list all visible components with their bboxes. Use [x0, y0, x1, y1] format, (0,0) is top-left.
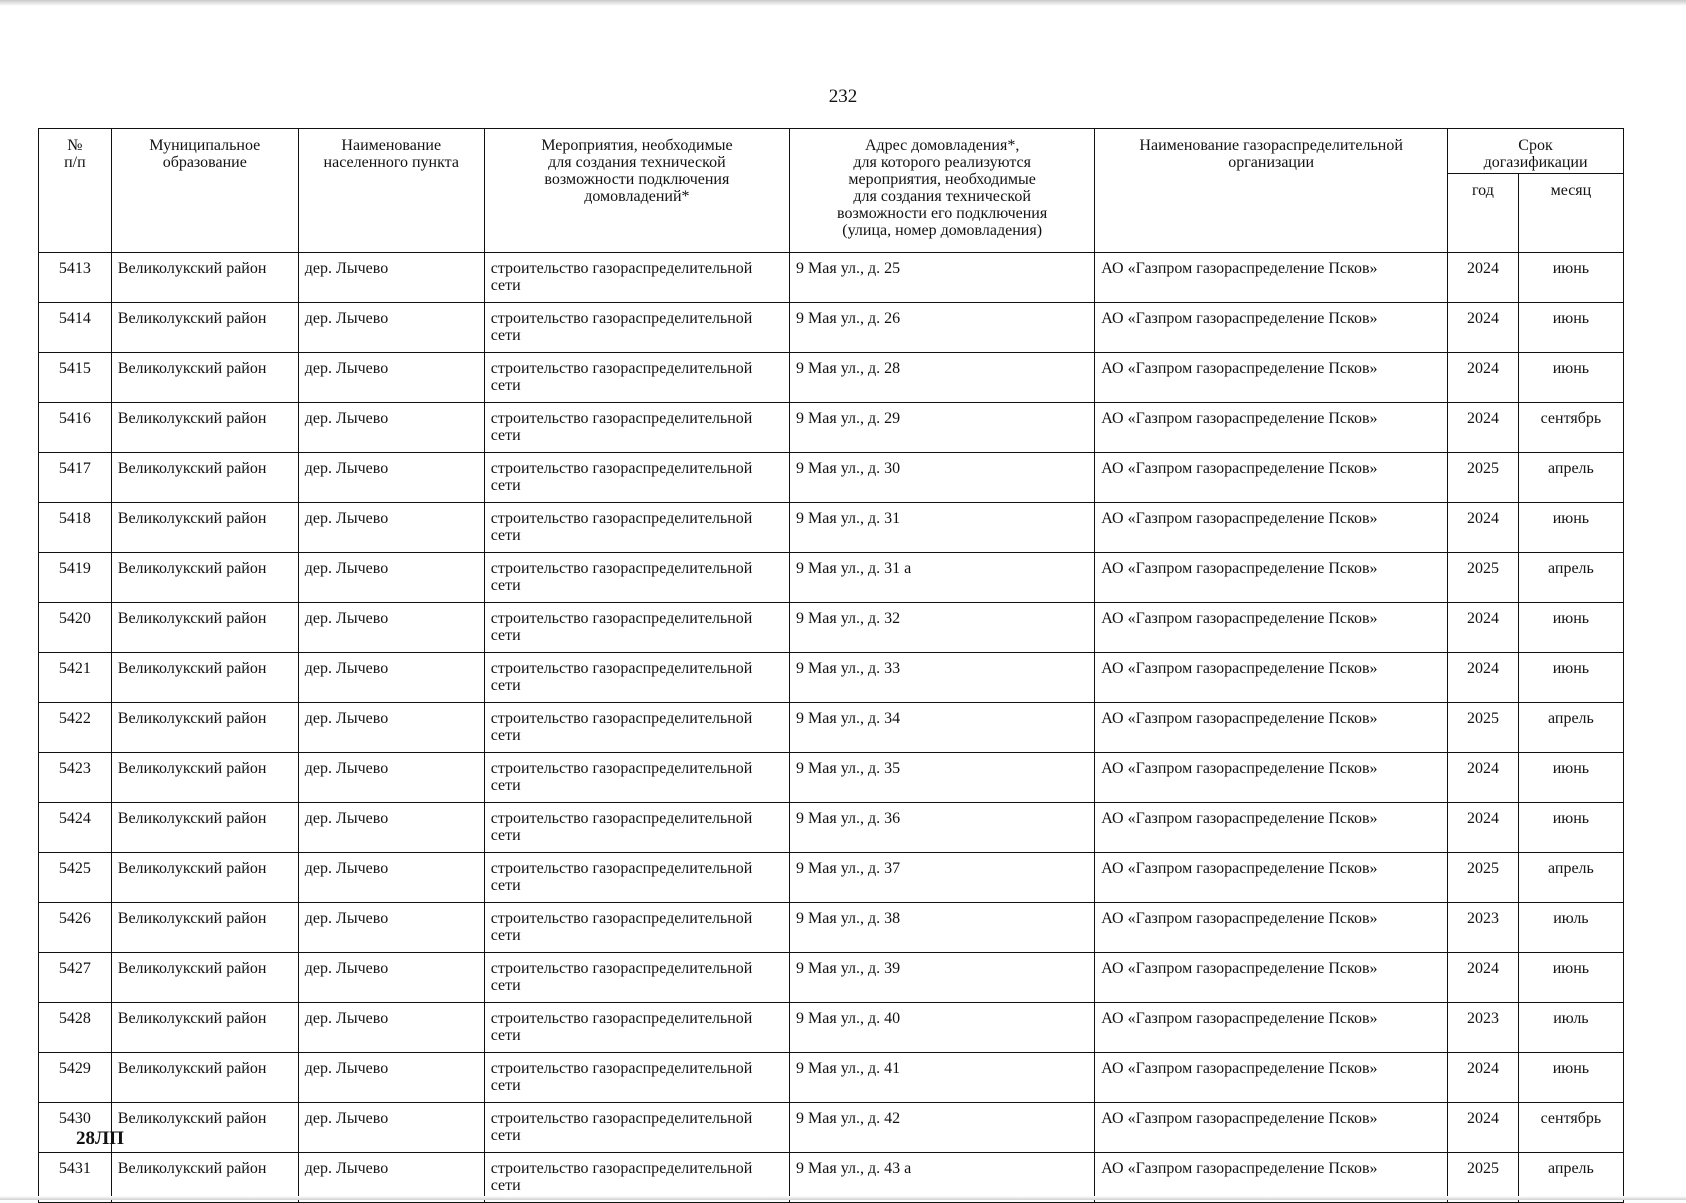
cell-address: 9 Мая ул., д. 30: [790, 453, 1095, 503]
cell-address: 9 Мая ул., д. 35: [790, 753, 1095, 803]
cell-locality: дер. Лычево: [298, 753, 484, 803]
cell-address: 9 Мая ул., д. 32: [790, 603, 1095, 653]
table-row: [39, 453, 1624, 503]
cell-year: 2025: [1448, 853, 1519, 903]
cell-address: 9 Мая ул., д. 28: [790, 353, 1095, 403]
cell-org: АО «Газпром газораспределение Псков»: [1095, 603, 1448, 653]
cell-month: апрель: [1518, 853, 1623, 903]
cell-month: апрель: [1518, 553, 1623, 603]
cell-address: 9 Мая ул., д. 31: [790, 503, 1095, 553]
cell-measures: строительство газораспределительной сети: [484, 253, 789, 303]
cell-month: апрель: [1518, 1153, 1623, 1203]
cell-municipality: Великолукский район: [111, 353, 298, 403]
page-number: 232: [828, 86, 858, 107]
cell-address: 9 Мая ул., д. 25: [790, 253, 1095, 303]
cell-measures: строительство газораспределительной сети: [484, 1053, 789, 1103]
cell-month: июнь: [1518, 603, 1623, 653]
cell-org: АО «Газпром газораспределение Псков»: [1095, 653, 1448, 703]
header-address: Адрес домовладения*, для которого реализуются мероприятия, необходимые для создания технической возможности его подключения (улица, номер домовладения): [790, 129, 1095, 253]
table-row: [39, 553, 1624, 603]
cell-num: 5427: [39, 953, 112, 1003]
cell-org: АО «Газпром газораспределение Псков»: [1095, 453, 1448, 503]
cell-municipality: Великолукский район: [111, 703, 298, 753]
cell-address: 9 Мая ул., д. 41: [790, 1053, 1095, 1103]
cell-address: 9 Мая ул., д. 38: [790, 903, 1095, 953]
cell-municipality: Великолукский район: [111, 1153, 298, 1203]
cell-org: АО «Газпром газораспределение Псков»: [1095, 553, 1448, 603]
cell-locality: дер. Лычево: [298, 403, 484, 453]
cell-month: июнь: [1518, 1053, 1623, 1103]
header-num: № п/п: [39, 129, 112, 253]
header-term: Срок догазификации: [1448, 129, 1624, 174]
cell-measures: строительство газораспределительной сети: [484, 903, 789, 953]
cell-address: 9 Мая ул., д. 40: [790, 1003, 1095, 1053]
table-row: [39, 353, 1624, 403]
cell-municipality: Великолукский район: [111, 303, 298, 353]
cell-year: 2023: [1448, 903, 1519, 953]
table-row: [39, 503, 1624, 553]
cell-org: АО «Газпром газораспределение Псков»: [1095, 1153, 1448, 1203]
cell-locality: дер. Лычево: [298, 253, 484, 303]
cell-measures: строительство газораспределительной сети: [484, 303, 789, 353]
table-row: [39, 853, 1624, 903]
cell-month: апрель: [1518, 703, 1623, 753]
table-header: [39, 129, 1624, 253]
cell-month: апрель: [1518, 453, 1623, 503]
cell-num: 5417: [39, 453, 112, 503]
cell-municipality: Великолукский район: [111, 403, 298, 453]
header-month: месяц: [1518, 174, 1623, 253]
cell-measures: строительство газораспределительной сети: [484, 603, 789, 653]
cell-measures: строительство газораспределительной сети: [484, 953, 789, 1003]
cell-address: 9 Мая ул., д. 39: [790, 953, 1095, 1003]
cell-locality: дер. Лычево: [298, 353, 484, 403]
cell-measures: строительство газораспределительной сети: [484, 1103, 789, 1153]
cell-year: 2023: [1448, 1003, 1519, 1053]
cell-org: АО «Газпром газораспределение Псков»: [1095, 353, 1448, 403]
cell-measures: строительство газораспределительной сети: [484, 553, 789, 603]
cell-year: 2024: [1448, 653, 1519, 703]
cell-year: 2024: [1448, 1103, 1519, 1153]
scan-edge-top: [0, 0, 1686, 6]
cell-month: июнь: [1518, 353, 1623, 403]
table-row: [39, 803, 1624, 853]
cell-municipality: Великолукский район: [111, 653, 298, 703]
table-body: [39, 253, 1624, 1203]
header-org: Наименование газораспределительной организации: [1095, 129, 1448, 253]
cell-locality: дер. Лычево: [298, 453, 484, 503]
cell-num: 5419: [39, 553, 112, 603]
cell-locality: дер. Лычево: [298, 953, 484, 1003]
cell-org: АО «Газпром газораспределение Псков»: [1095, 1053, 1448, 1103]
table-row: [39, 653, 1624, 703]
cell-locality: дер. Лычево: [298, 1053, 484, 1103]
header-year: год: [1448, 174, 1519, 253]
cell-municipality: Великолукский район: [111, 453, 298, 503]
cell-measures: строительство газораспределительной сети: [484, 503, 789, 553]
cell-num: 5414: [39, 303, 112, 353]
cell-locality: дер. Лычево: [298, 1153, 484, 1203]
cell-measures: строительство газораспределительной сети: [484, 653, 789, 703]
cell-address: 9 Мая ул., д. 34: [790, 703, 1095, 753]
cell-address: 9 Мая ул., д. 36: [790, 803, 1095, 853]
cell-month: июнь: [1518, 953, 1623, 1003]
cell-locality: дер. Лычево: [298, 1103, 484, 1153]
cell-municipality: Великолукский район: [111, 1003, 298, 1053]
cell-num: 5420: [39, 603, 112, 653]
header-measures: Мероприятия, необходимые для создания технической возможности подключения домовладений*: [484, 129, 789, 253]
cell-month: июнь: [1518, 503, 1623, 553]
cell-locality: дер. Лычево: [298, 553, 484, 603]
cell-year: 2024: [1448, 353, 1519, 403]
scan-edge-bottom: [0, 1196, 1686, 1200]
table-row: [39, 303, 1624, 353]
cell-measures: строительство газораспределительной сети: [484, 703, 789, 753]
cell-municipality: Великолукский район: [111, 1103, 298, 1153]
cell-address: 9 Мая ул., д. 43 а: [790, 1153, 1095, 1203]
cell-month: сентябрь: [1518, 1103, 1623, 1153]
cell-num: 5415: [39, 353, 112, 403]
cell-month: сентябрь: [1518, 403, 1623, 453]
cell-municipality: Великолукский район: [111, 553, 298, 603]
cell-year: 2024: [1448, 753, 1519, 803]
cell-month: июль: [1518, 1003, 1623, 1053]
table-row: [39, 1003, 1624, 1053]
table-row: [39, 703, 1624, 753]
cell-year: 2024: [1448, 303, 1519, 353]
cell-year: 2025: [1448, 703, 1519, 753]
cell-address: 9 Мая ул., д. 29: [790, 403, 1095, 453]
cell-year: 2024: [1448, 253, 1519, 303]
cell-year: 2024: [1448, 953, 1519, 1003]
cell-locality: дер. Лычево: [298, 503, 484, 553]
cell-month: июнь: [1518, 303, 1623, 353]
cell-address: 9 Мая ул., д. 33: [790, 653, 1095, 703]
cell-locality: дер. Лычево: [298, 603, 484, 653]
table-row: [39, 403, 1624, 453]
cell-address: 9 Мая ул., д. 31 а: [790, 553, 1095, 603]
cell-measures: строительство газораспределительной сети: [484, 753, 789, 803]
cell-year: 2024: [1448, 403, 1519, 453]
cell-measures: строительство газораспределительной сети: [484, 803, 789, 853]
cell-year: 2024: [1448, 503, 1519, 553]
gasification-table: [38, 128, 1624, 1203]
cell-num: 5431: [39, 1153, 112, 1203]
cell-org: АО «Газпром газораспределение Псков»: [1095, 903, 1448, 953]
cell-org: АО «Газпром газораспределение Псков»: [1095, 303, 1448, 353]
table-row: [39, 753, 1624, 803]
cell-org: АО «Газпром газораспределение Псков»: [1095, 1003, 1448, 1053]
cell-address: 9 Мая ул., д. 37: [790, 853, 1095, 903]
cell-year: 2024: [1448, 803, 1519, 853]
cell-month: июнь: [1518, 653, 1623, 703]
cell-municipality: Великолукский район: [111, 953, 298, 1003]
cell-year: 2024: [1448, 603, 1519, 653]
cell-num: 5418: [39, 503, 112, 553]
cell-year: 2025: [1448, 453, 1519, 503]
table-row: [39, 903, 1624, 953]
cell-municipality: Великолукский район: [111, 803, 298, 853]
table-row: [39, 953, 1624, 1003]
cell-locality: дер. Лычево: [298, 653, 484, 703]
cell-measures: строительство газораспределительной сети: [484, 853, 789, 903]
cell-org: АО «Газпром газораспределение Псков»: [1095, 953, 1448, 1003]
cell-num: 5430: [39, 1103, 112, 1153]
cell-org: АО «Газпром газораспределение Псков»: [1095, 1103, 1448, 1153]
cell-org: АО «Газпром газораспределение Псков»: [1095, 403, 1448, 453]
cell-org: АО «Газпром газораспределение Псков»: [1095, 253, 1448, 303]
cell-municipality: Великолукский район: [111, 503, 298, 553]
footer-code: 28ЛП: [76, 1128, 124, 1149]
cell-municipality: Великолукский район: [111, 1053, 298, 1103]
cell-municipality: Великолукский район: [111, 603, 298, 653]
cell-municipality: Великолукский район: [111, 903, 298, 953]
cell-locality: дер. Лычево: [298, 1003, 484, 1053]
table-row: [39, 253, 1624, 303]
cell-locality: дер. Лычево: [298, 703, 484, 753]
cell-municipality: Великолукский район: [111, 253, 298, 303]
table-row: [39, 1103, 1624, 1153]
cell-month: июль: [1518, 903, 1623, 953]
cell-num: 5421: [39, 653, 112, 703]
cell-month: июнь: [1518, 803, 1623, 853]
cell-address: 9 Мая ул., д. 42: [790, 1103, 1095, 1153]
cell-measures: строительство газораспределительной сети: [484, 453, 789, 503]
cell-month: июнь: [1518, 753, 1623, 803]
cell-measures: строительство газораспределительной сети: [484, 353, 789, 403]
cell-num: 5426: [39, 903, 112, 953]
cell-locality: дер. Лычево: [298, 853, 484, 903]
cell-locality: дер. Лычево: [298, 903, 484, 953]
cell-org: АО «Газпром газораспределение Псков»: [1095, 503, 1448, 553]
cell-locality: дер. Лычево: [298, 303, 484, 353]
cell-municipality: Великолукский район: [111, 753, 298, 803]
table-row: [39, 1053, 1624, 1103]
cell-address: 9 Мая ул., д. 26: [790, 303, 1095, 353]
cell-year: 2025: [1448, 1153, 1519, 1203]
header-locality: Наименование населенного пункта: [298, 129, 484, 253]
cell-month: июнь: [1518, 253, 1623, 303]
header-municipality: Муниципальное образование: [111, 129, 298, 253]
cell-year: 2024: [1448, 1053, 1519, 1103]
cell-num: 5422: [39, 703, 112, 753]
cell-num: 5416: [39, 403, 112, 453]
cell-num: 5428: [39, 1003, 112, 1053]
cell-measures: строительство газораспределительной сети: [484, 403, 789, 453]
cell-num: 5429: [39, 1053, 112, 1103]
cell-num: 5413: [39, 253, 112, 303]
cell-municipality: Великолукский район: [111, 853, 298, 903]
cell-org: АО «Газпром газораспределение Псков»: [1095, 803, 1448, 853]
cell-num: 5423: [39, 753, 112, 803]
table-row: [39, 603, 1624, 653]
cell-locality: дер. Лычево: [298, 803, 484, 853]
cell-org: АО «Газпром газораспределение Псков»: [1095, 753, 1448, 803]
cell-org: АО «Газпром газораспределение Псков»: [1095, 703, 1448, 753]
cell-year: 2025: [1448, 553, 1519, 603]
cell-num: 5424: [39, 803, 112, 853]
cell-measures: строительство газораспределительной сети: [484, 1153, 789, 1203]
cell-num: 5425: [39, 853, 112, 903]
cell-org: АО «Газпром газораспределение Псков»: [1095, 853, 1448, 903]
cell-measures: строительство газораспределительной сети: [484, 1003, 789, 1053]
table-row: [39, 1153, 1624, 1203]
